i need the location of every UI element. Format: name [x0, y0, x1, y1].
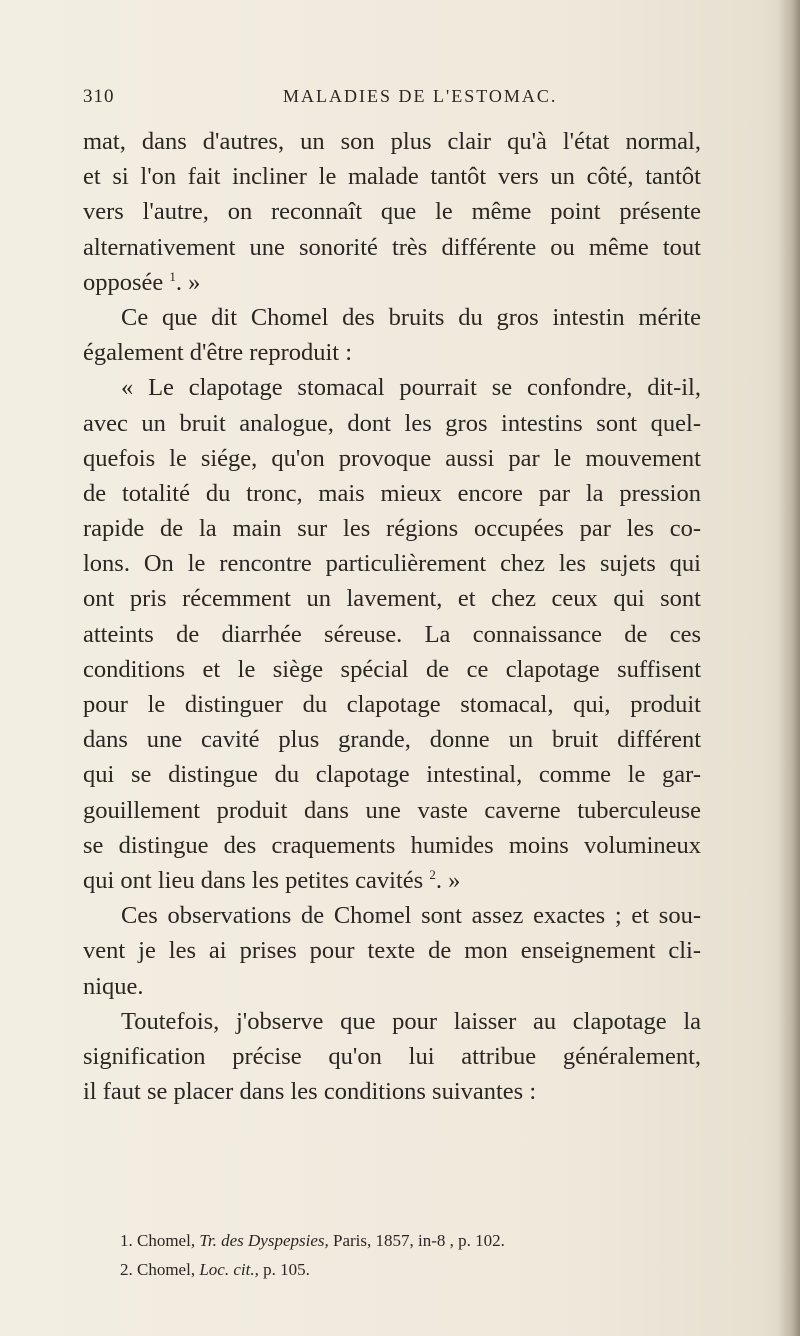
- page-edge-shadow: [778, 0, 800, 1336]
- footnote-author: Chomel,: [137, 1231, 196, 1250]
- text-line: Ces observations de Chomel sont assez exactes ; et sou-: [121, 902, 701, 930]
- footnote: [120, 1226, 700, 1255]
- footnote-title: Tr. des Dyspepsies,: [199, 1231, 329, 1250]
- text-fragment: opposée: [83, 268, 164, 296]
- text-line: mat, dans d'autres, un son plus clair qu'à l'état normal,: [83, 128, 701, 155]
- text-line: également d'être reproduit :: [83, 339, 353, 367]
- text-line: nique.: [83, 972, 144, 1000]
- text-line: « Le clapotage stomacal pourrait se confondre, dit-il,: [121, 374, 701, 402]
- text-line: rapide de la main sur les régions occupées par les co-: [83, 515, 701, 543]
- text-fragment: . »: [435, 866, 461, 894]
- text-line: de totalité du tronc, mais mieux encore par la pression: [83, 479, 701, 507]
- text-line: [83, 863, 701, 898]
- text-line: Toutefois, j'observe que pour laisser au clapotage la: [121, 1007, 701, 1035]
- footnote-marker: 2.: [120, 1260, 133, 1279]
- page-header: [83, 86, 703, 116]
- footnote-ref: 1: [169, 268, 176, 284]
- footnote-ref: 2: [429, 866, 436, 882]
- text-line: signification précise qu'on lui attribue généralement,: [83, 1042, 701, 1070]
- text-line: et si l'on fait incliner le malade tantôt vers un côté, tantôt: [83, 163, 701, 191]
- text-line: Ce que dit Chomel des bruits du gros intestin mérite: [121, 303, 701, 331]
- text-line: gouillement produit dans une vaste caverne tuberculeuse: [83, 796, 701, 824]
- footnotes: [120, 1226, 700, 1284]
- footnote-author: Chomel,: [137, 1260, 196, 1279]
- text-line: il faut se placer dans les conditions suivantes :: [83, 1078, 537, 1106]
- text-line: quefois le siége, qu'on provoque aussi par le mouvement: [83, 444, 701, 472]
- footnote-rest: Paris, 1857, in-8 , p. 102.: [333, 1231, 505, 1250]
- text-line: ont pris récemment un lavement, et chez ceux qui sont: [83, 585, 701, 613]
- footnote-marker: 1.: [120, 1231, 133, 1250]
- text-line: [83, 265, 701, 300]
- text-line: se distingue des craquements humides moins volumineux: [83, 831, 701, 859]
- footnote: [120, 1255, 700, 1284]
- text-line: avec un bruit analogue, dont les gros intestins sont quel-: [83, 409, 701, 437]
- text-line: qui se distingue du clapotage intestinal, comme le gar-: [83, 761, 701, 789]
- footnote-rest: p. 105.: [263, 1260, 310, 1279]
- text-line: vent je les ai prises pour texte de mon enseignement cli-: [83, 937, 701, 965]
- text-line: dans une cavité plus grande, donne un bruit différent: [83, 726, 701, 754]
- footnote-title: Loc. cit.,: [199, 1260, 259, 1279]
- text-fragment: qui ont lieu dans les petites cavités: [83, 866, 424, 894]
- page-number: 310: [83, 86, 115, 107]
- text-line: conditions et le siège spécial de ce clapotage suffisent: [83, 655, 701, 683]
- text-fragment: . »: [175, 268, 201, 296]
- running-head: MALADIES DE L'ESTOMAC.: [283, 86, 558, 106]
- text-line: pour le distinguer du clapotage stomacal, qui, produit: [83, 691, 701, 718]
- text-line: lons. On le rencontre particulièrement chez les sujets qui: [83, 550, 701, 578]
- text-line: vers l'autre, on reconnaît que le même point présente: [83, 198, 701, 226]
- text-line: alternativement une sonorité très différente ou même tout: [83, 233, 701, 261]
- body-text: [83, 124, 701, 1109]
- text-line: atteints de diarrhée séreuse. La connaissance de ces: [83, 620, 701, 648]
